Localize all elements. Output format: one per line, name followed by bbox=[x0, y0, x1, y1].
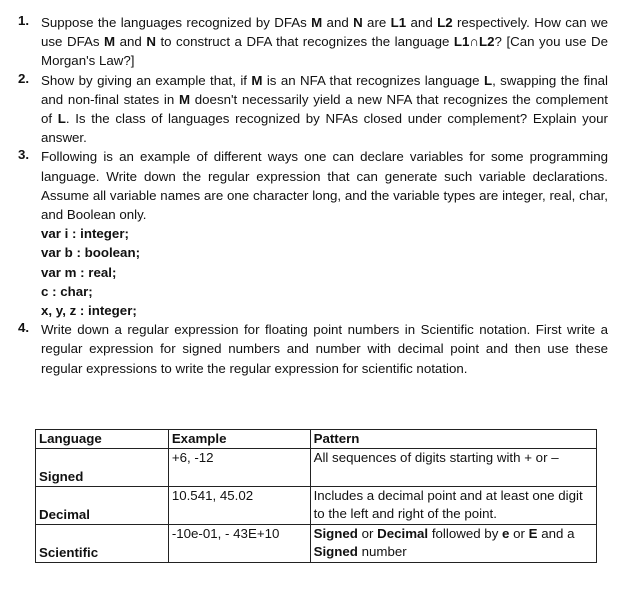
text-run: and bbox=[322, 15, 354, 30]
text-run: and a bbox=[537, 526, 575, 541]
example-cell: 10.541, 45.02 bbox=[168, 487, 310, 525]
text-run: . Is the class of languages recognized by NFAs closed under complement? Explain your answer. bbox=[41, 111, 608, 146]
pattern-cell bbox=[310, 449, 596, 487]
text-run: respectively. How can we use DFAs bbox=[41, 15, 608, 50]
question-number: 2. bbox=[18, 70, 30, 86]
bold-text: Signed bbox=[313, 544, 358, 559]
question-3 bbox=[18, 147, 608, 320]
text-run: and bbox=[115, 34, 147, 50]
bold-text: M bbox=[104, 34, 116, 50]
text-run: are bbox=[362, 15, 391, 30]
language-cell: Decimal bbox=[36, 487, 169, 525]
text-run: Write down a regular expression for floating point numbers in Scientific notation. First write a regular expression for signed numbers and number with decimal point and then use these regular expressions to write the regular expression for scientific notation. bbox=[41, 322, 608, 376]
bold-text: L2 bbox=[437, 15, 453, 30]
bold-text: Decimal bbox=[377, 526, 429, 541]
question-text bbox=[41, 13, 608, 71]
question-number: 4. bbox=[18, 320, 30, 336]
table-row bbox=[36, 487, 597, 525]
bold-text: N bbox=[353, 15, 363, 30]
bold-text: L1 bbox=[390, 15, 407, 30]
question-1 bbox=[18, 13, 608, 71]
bold-text: Signed bbox=[313, 526, 358, 541]
code-line: x, y, z : integer; bbox=[41, 303, 137, 319]
bold-text: L bbox=[483, 72, 493, 88]
code-line: var m : real; bbox=[41, 264, 117, 280]
text-run: Includes a decimal point and at least one digit to the left and right of the point. bbox=[313, 488, 583, 521]
text-run: number bbox=[357, 544, 407, 559]
text-run: Show by giving an example that, if bbox=[41, 72, 252, 88]
question-text bbox=[41, 147, 608, 224]
question-number: 3. bbox=[18, 147, 30, 163]
pattern-cell bbox=[310, 487, 596, 525]
code-line: c : char; bbox=[41, 283, 93, 299]
question-text bbox=[41, 71, 608, 148]
text-run: to construct a DFA that recognizes the language bbox=[155, 34, 454, 50]
regex-table bbox=[35, 429, 597, 563]
text-run: Suppose the languages recognized by DFAs bbox=[41, 15, 312, 30]
pattern-cell bbox=[310, 525, 596, 563]
text-run: and bbox=[406, 15, 438, 30]
table-row bbox=[36, 449, 597, 487]
text-run: All sequences of digits starting with + or – bbox=[313, 450, 559, 465]
bold-text: E bbox=[528, 526, 538, 541]
header-language: Language bbox=[36, 430, 169, 449]
text-run: or bbox=[357, 526, 378, 541]
question-2 bbox=[18, 71, 608, 148]
text-run: , swapping the final and non-final states in bbox=[41, 72, 608, 107]
bold-text: L1∩L2 bbox=[453, 34, 495, 50]
bold-text: L bbox=[57, 111, 66, 127]
question-number: 1. bbox=[18, 13, 30, 28]
bold-text: M bbox=[251, 72, 263, 88]
example-cell: -10e-01, - 43E+10 bbox=[168, 525, 310, 563]
table-row bbox=[36, 525, 597, 563]
document bbox=[18, 13, 608, 378]
code-line: var i : integer; bbox=[41, 226, 129, 242]
text-run: doesn't necessarily yield a new NFA that recognizes the complement of bbox=[41, 91, 608, 127]
question-text bbox=[41, 320, 608, 378]
language-cell: Signed bbox=[36, 449, 169, 487]
text-run: followed by bbox=[428, 526, 503, 541]
bold-text: e bbox=[502, 526, 510, 541]
bold-text: N bbox=[146, 34, 156, 50]
language-cell: Scientific bbox=[36, 525, 169, 563]
header-example: Example bbox=[168, 430, 310, 449]
table-header-row bbox=[36, 430, 597, 449]
text-run: Following is an example of different ways one can declare variables for some programming language. Write down the regular expression that can generate such variable declarations. Assume all variable names are one character long, and the variable types are integer, real, char, and Boolean only. bbox=[41, 149, 608, 223]
code-line: var b : boolean; bbox=[41, 245, 140, 261]
text-run: is an NFA that recognizes language bbox=[262, 72, 484, 88]
header-pattern: Pattern bbox=[310, 430, 596, 449]
question-4 bbox=[18, 320, 608, 378]
text-run: ? [Can you use De Morgan's Law?] bbox=[41, 34, 608, 69]
example-cell: +6, -12 bbox=[168, 449, 310, 487]
bold-text: M bbox=[311, 15, 323, 30]
bold-text: M bbox=[178, 91, 191, 107]
text-run: or bbox=[509, 526, 529, 541]
